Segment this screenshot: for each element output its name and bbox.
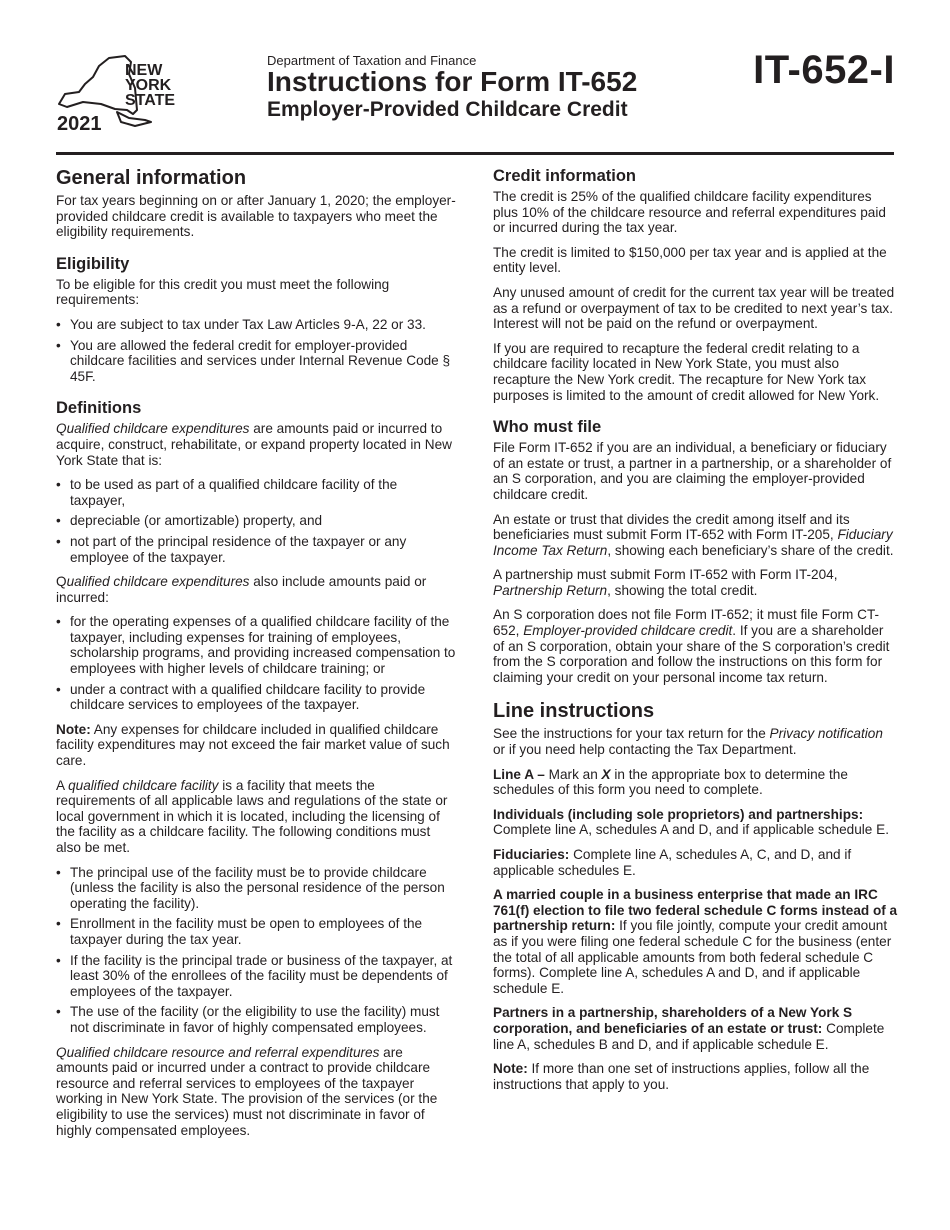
left-column [56, 166, 456, 1147]
nys-logo [55, 52, 185, 132]
general-information-section [56, 166, 456, 240]
list-item: • If the facility is the principal trade or business of the taxpayer, at least 30% of the enrollees of the facility must be dependents of employees of the taxpayer. [56, 953, 456, 1000]
list-item: • The use of the facility (or the eligibility to use the facility) must not discriminate in favor of highly compensated employees. [56, 1004, 456, 1035]
paragraph: If you are required to recapture the federal credit relating to a childcare facility located in New York State, you must also recapture the New York credit. The recapture for New York tax purposes is limited to the amount of credit allowed for New York. [493, 340, 880, 403]
paragraph: Qualified childcare resource and referral expenditures are amounts paid or incurred under a contract to provide childcare resource and referral services to employees of the taxpayer working in New York State. The provision of the services (or the eligibility to use the services) must not discriminate in favor of highly compensated employees. [56, 1044, 438, 1138]
list-item: • to be used as part of a qualified childcare facility of the taxpayer, [56, 477, 456, 508]
list-item: • not part of the principal residence of the taxpayer or any employee of the taxpayer. [56, 534, 456, 565]
note-paragraph: Note: If more than one set of instructions applies, follow all the instructions that apply to you. [493, 1061, 870, 1092]
bullet-list [56, 614, 456, 713]
svg-text:2021: 2021 [57, 113, 102, 132]
list-item: • under a contract with a qualified childcare facility to provide childcare services to employees of the taxpayer. [56, 682, 456, 713]
credit-information-section [493, 166, 898, 403]
defined-term: Qualified childcare expenditures [56, 421, 250, 437]
list-item: • You are subject to tax under Tax Law Articles 9-A, 22 or 33. [56, 317, 456, 333]
section-heading: Who must file [493, 418, 602, 437]
who-must-file-section [493, 417, 898, 685]
paragraph: Qualified childcare expenditures are amounts paid or incurred to acquire, construct, rehabilitate, or expand property located in New York State that is: [56, 421, 452, 468]
section-heading: Credit information [493, 167, 636, 185]
section-heading: General information [56, 167, 247, 189]
list-item: • for the operating expenses of a qualified childcare facility of the taxpayer, including expenses for training of employees, scholarship programs, and providing increased compensation to employees with higher levels of childcare training; or [56, 614, 456, 676]
page-title: Instructions for Form IT-652 [267, 66, 638, 97]
list-item: • You are allowed the federal credit for employer-provided childcare facilities and services under Internal Revenue Code § 45F. [56, 338, 456, 385]
paragraph: An S corporation does not file Form IT-652; it must file Form CT-652, Employer-provided childcare credit. If you are a shareholder of an S corporation, obtain your share of the S corporation’s credit from the S corporation and follow the instructions on this form for claiming your credit on your personal income tax return. [493, 607, 890, 685]
paragraph: Line A – Mark an X in the appropriate box to determine the schedules of this form you need to complete. [493, 766, 848, 798]
paragraph: Qualified childcare expenditures also include amounts paid or incurred: [56, 574, 427, 605]
paragraph: See the instructions for your tax return for the Privacy notification or if you need help contacting the Tax Department. [493, 726, 883, 758]
paragraph: Any unused amount of credit for the current tax year will be treated as a refund or overpayment of tax to be credited to next year’s tax. Interest will not be paid on the refund or overpayment. [493, 284, 895, 332]
right-column [493, 166, 898, 1101]
bullet-list [56, 317, 456, 384]
paragraph: For tax years beginning on or after January 1, 2020; the employer-provided childcare credit is available to taxpayers who meet the eligibility requirements. [56, 193, 456, 240]
svg-text:NEW: NEW [125, 62, 163, 79]
list-item: • depreciable (or amortizable) property, and [56, 513, 456, 529]
paragraph: A qualified childcare facility is a facility that meets the requirements of all applicable laws and regulations of the state or local government in which it is located, including the licensing of the facility as a childcare facility. The following conditions must also be met. [56, 777, 448, 855]
bullet-list [56, 477, 456, 565]
defined-term: qualified childcare facility [68, 777, 219, 793]
section-heading: Eligibility [56, 254, 130, 273]
paragraph: The credit is 25% of the qualified childcare facility expenditures plus 10% of the childcare resource and referral expenditures paid or incurred during the tax year. [493, 189, 886, 236]
page-subtitle: Employer-Provided Childcare Credit [267, 98, 628, 121]
paragraph: An estate or trust that divides the credit among itself and its beneficiaries must submit Form IT-652 with Form IT-205, Fiduciary Income Tax Return, showing each beneficiary’s share of the credit. [493, 511, 894, 558]
paragraph: Fiduciaries: Complete line A, schedules A, C, and D, and if applicable schedules E. [493, 847, 852, 878]
paragraph: File Form IT-652 if you are an individual, a beneficiary or fiduciary of an estate or trust, a partner in a partnership, or a shareholder of an S corporation, and you are claiming the employer-provided childcare credit. [493, 440, 892, 502]
list-item: • Enrollment in the facility must be open to employees of the taxpayer during the tax year. [56, 916, 456, 947]
eligibility-section [56, 254, 456, 385]
paragraph: To be eligible for this credit you must meet the following requirements: [56, 276, 390, 308]
svg-text:YORK: YORK [125, 77, 172, 94]
paragraph: The credit is limited to $150,000 per tax year and is applied at the entity level. [493, 244, 887, 276]
paragraph: A married couple in a business enterprise that made an IRC 761(f) election to file two federal schedule C forms instead of a partnership return: If you file jointly, compute your credit amount as if you were filing one federal schedule C for the business (enter the total of all applicable amounts from both federal schedule C forms). Complete line A, schedules A and D, and if applicable schedule E. [493, 887, 898, 996]
line-instructions-section [493, 699, 898, 1092]
header-rule [56, 152, 894, 155]
form-number: IT-652-I [753, 48, 895, 92]
defined-term: Qualified childcare resource and referral expenditures [56, 1044, 380, 1060]
bullet-list [56, 865, 456, 1036]
department-name: Department of Taxation and Finance [267, 53, 477, 68]
svg-text:STATE: STATE [125, 92, 176, 109]
list-item: • The principal use of the facility must be to provide childcare (unless the facility is also the personal residence of the person operating the facility). [56, 865, 456, 912]
section-heading: Definitions [56, 399, 142, 418]
defined-term: ualified childcare expenditures [66, 574, 250, 590]
definitions-section [56, 398, 456, 1138]
note-paragraph: Note: Any expenses for childcare included in qualified childcare facility expenditures may not exceed the fair market value of such care. [56, 721, 450, 769]
paragraph: Partners in a partnership, shareholders of a New York S corporation, and beneficiaries of an estate or trust: Complete line A, schedules B and D, and if applicable schedule E. [493, 1005, 885, 1052]
paragraph: Individuals (including sole proprietors) and partnerships: Complete line A, schedules A and D, and if applicable schedule E. [493, 806, 889, 838]
paragraph: A partnership must submit Form IT-652 with Form IT-204, Partnership Return, showing the total credit. [493, 567, 838, 598]
new-york-state-map-icon [55, 52, 185, 132]
section-heading: Line instructions [493, 700, 655, 723]
